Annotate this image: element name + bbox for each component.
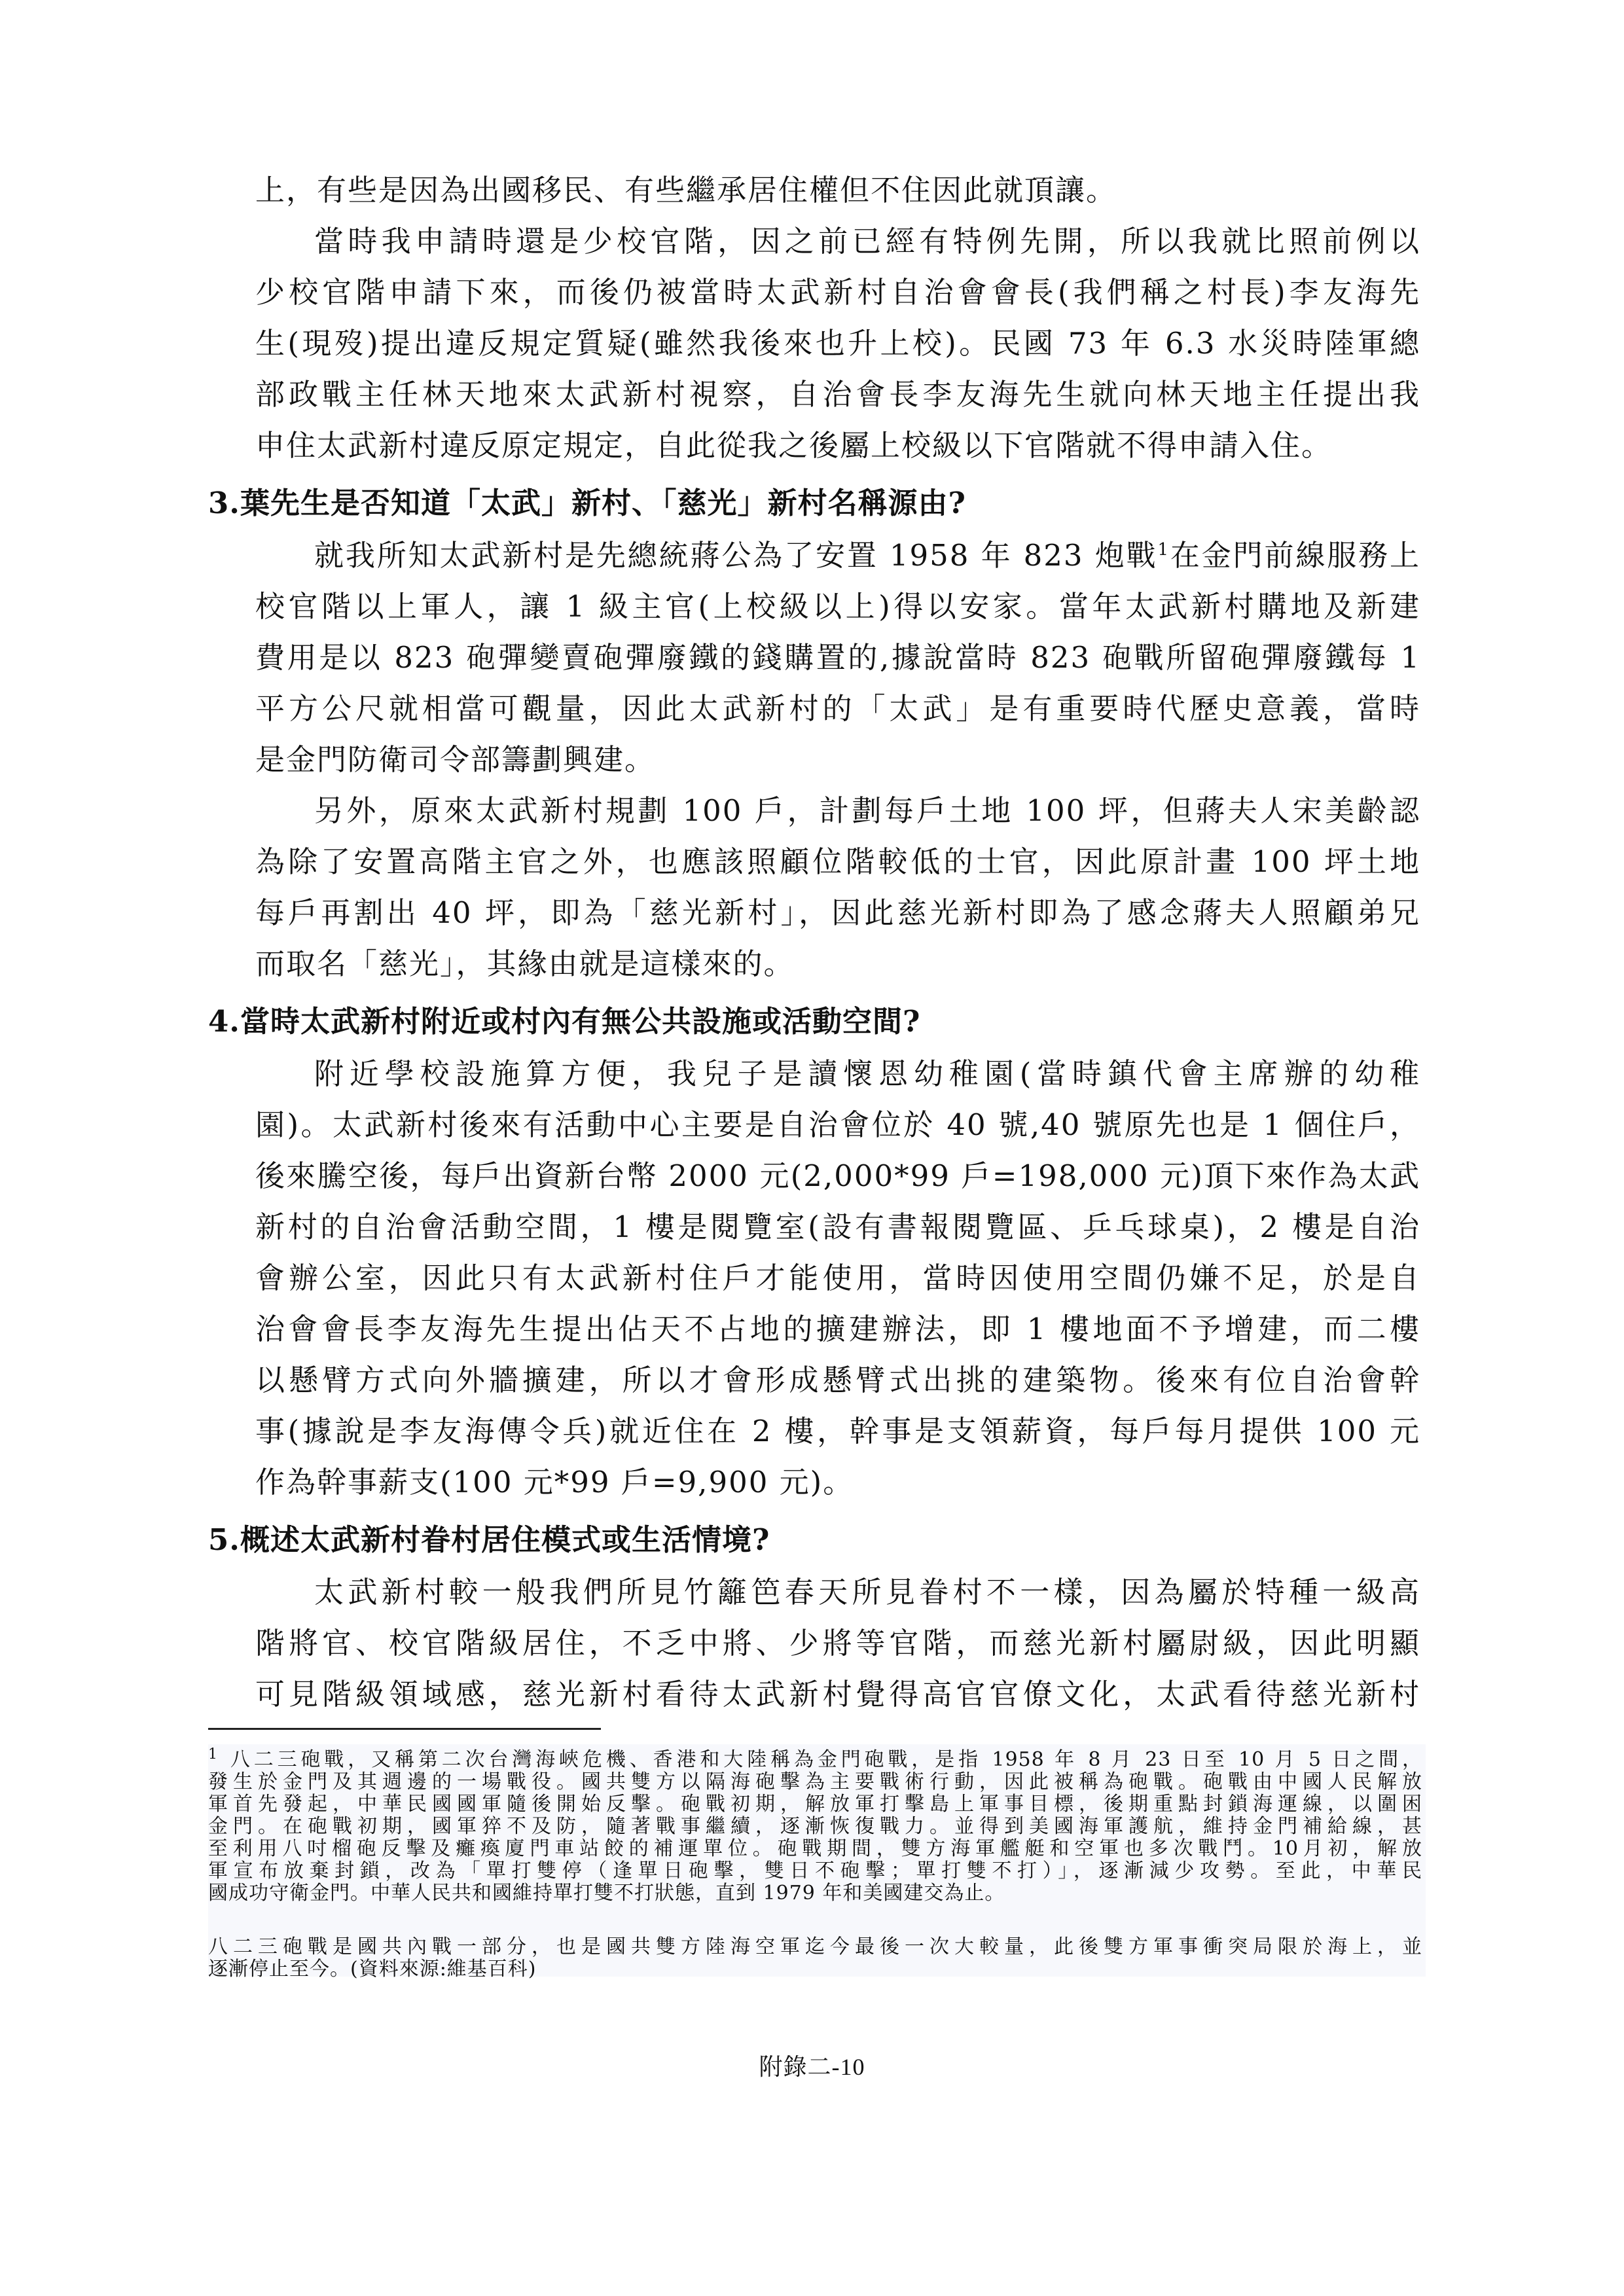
body-line: 另外，原來太武新村規劃 100 戶，計劃每戶土地 100 坪，但蔣夫人宋美齡認 — [314, 793, 1420, 828]
page-number: 附錄二-10 — [759, 2054, 865, 2080]
footnote-line: 金門。在砲戰初期，國軍猝不及防，隨著戰事繼續，逐漸恢復戰力。並得到美國海軍護航，維持金門補給線，甚 — [208, 1815, 1422, 1838]
footnote-line: 八二三砲戰是國共內戰一部分，也是國共雙方陸海空軍迄今最後一次大較量，此後雙方軍事衝突局限於海上，並 — [208, 1935, 1422, 1958]
body-text: 就我所知太武新村是先總統蔣公為了安置 1958 年 823 炮戰 — [314, 538, 1158, 573]
body-line: 當時我申請時還是少校官階，因之前已經有特例先開，所以我就比照前例以 — [314, 224, 1420, 259]
body-line: 而取名「慈光」，其緣由就是這樣來的。 — [255, 946, 795, 981]
body-text: 在金門前線服務上 — [1170, 538, 1420, 573]
section-heading-q5: 5.概述太武新村眷村居住模式或生活情境? — [208, 1522, 770, 1557]
section-heading-q4: 4.當時太武新村附近或村內有無公共設施或活動空間? — [208, 1004, 921, 1039]
body-line: 新村的自治會活動空間，1 樓是閱覽室(設有書報閱覽區、乒乓球桌)，2 樓是自治 — [255, 1210, 1420, 1244]
body-line: 事(據說是李友海傳令兵)就近住在 2 樓，幹事是支領薪資，每戶每月提供 100 元 — [255, 1414, 1420, 1448]
body-line: 可見階級領域感，慈光新村看待太武新村覺得高官官僚文化，太武看待慈光新村 — [255, 1677, 1420, 1712]
body-line: 平方公尺就相當可觀量，因此太武新村的「太武」是有重要時代歷史意義，當時 — [255, 691, 1420, 726]
body-line: 園)。太武新村後來有活動中心主要是自治會位於 40 號,40 號原先也是 1 個住戶， — [255, 1107, 1420, 1142]
section-heading-q3: 3.葉先生是否知道「太武」新村、「慈光」新村名稱源由? — [208, 486, 966, 520]
body-line: 後來騰空後，每戶出資新台幣 2000 元(2,000*99 戶=198,000 元)頂下來作為太武 — [255, 1158, 1420, 1193]
footnote-text: 八二三砲戰，又稱第二次台灣海峽危機、香港和大陸稱為金門砲戰，是指 1958 年 8 月 23 日至 10 月 5 日之間， — [227, 1748, 1422, 1771]
footnote-line: 軍宣布放棄封鎖，改為「單打雙停（逢單日砲擊，雙日不砲擊；單打雙不打）」，逐漸減少攻勢。至此，中華民 — [208, 1859, 1422, 1882]
body-line — [314, 530, 1420, 581]
body-line: 治會會長李友海先生提出佔天不占地的擴建辦法，即 1 樓地面不予增建，而二樓 — [255, 1312, 1420, 1346]
footnote-reference: 1 — [1157, 540, 1170, 560]
body-line: 少校官階申請下來，而後仍被當時太武新村自治會會長(我們稱之村長)李友海先 — [255, 275, 1420, 310]
body-line: 每戶再割出 40 坪，即為「慈光新村」，因此慈光新村即為了感念蔣夫人照顧弟兄 — [255, 895, 1420, 930]
body-line: 是金門防衛司令部籌劃興建。 — [255, 742, 656, 777]
body-line: 生(現歿)提出違反規定質疑(雖然我後來也升上校)。民國 73 年 6.3 水災時陸軍總 — [255, 326, 1420, 361]
footnote-separator — [208, 1728, 601, 1730]
body-line: 太武新村較一般我們所見竹籬笆春天所見眷村不一樣，因為屬於特種一級高 — [314, 1575, 1420, 1609]
body-line: 為除了安置高階主官之外，也應該照顧位階較低的士官，因此原計畫 100 坪土地 — [255, 844, 1420, 879]
body-line: 階將官、校官階級居住，不乏中將、少將等官階，而慈光新村屬尉級，因此明顯 — [255, 1626, 1420, 1660]
footnote-mark: 1 — [208, 1746, 218, 1763]
body-line: 會辦公室，因此只有太武新村住戶才能使用，當時因使用空間仍嫌不足，於是自 — [255, 1261, 1420, 1295]
body-line: 附近學校設施算方便，我兒子是讀懷恩幼稚園(當時鎮代會主席辦的幼稚 — [314, 1056, 1420, 1091]
footnote-line — [208, 1746, 1422, 1771]
footnote-line: 國成功守衛金門。中華人民共和國維持單打雙不打狀態，直到 1979 年和美國建交為止。 — [208, 1882, 1005, 1905]
footnote-line: 逐漸停止至今。(資料來源:維基百科) — [208, 1958, 537, 1981]
body-line: 部政戰主任林天地來太武新村視察，自治會長李友海先生就向林天地主任提出我 — [255, 377, 1420, 412]
footnote-line: 軍首先發起，中華民國國軍隨後開始反擊。砲戰初期，解放軍打擊島上軍事目標，後期重點封鎖海運線，以圍困 — [208, 1793, 1422, 1816]
body-line: 以懸臂方式向外牆擴建，所以才會形成懸臂式出挑的建築物。後來有位自治會幹 — [255, 1363, 1420, 1397]
footnote-line: 至利用八吋榴砲反擊及癱瘓廈門車站餃的補運單位。砲戰期間，雙方海軍艦艇和空軍也多次戰鬥。10月初，解放 — [208, 1837, 1422, 1860]
footnote-line: 發生於金門及其週邊的一場戰役。國共雙方以隔海砲擊為主要戰術行動，因此被稱為砲戰。砲戰由中國人民解放 — [208, 1770, 1422, 1793]
body-line: 申住太武新村違反原定規定，自此從我之後屬上校級以下官階就不得申請入住。 — [255, 428, 1333, 463]
body-line: 上，有些是因為出國移民、有些繼承居住權但不住因此就頂讓。 — [255, 173, 1117, 207]
body-line: 費用是以 823 砲彈變賣砲彈廢鐵的錢購置的,據說當時 823 砲戰所留砲彈廢鐵每 1 — [255, 640, 1420, 675]
body-line: 作為幹事薪支(100 元*99 戶=9,900 元)。 — [255, 1465, 854, 1499]
body-line: 校官階以上軍人，讓 1 級主官(上校級以上)得以安家。當年太武新村購地及新建 — [255, 589, 1420, 624]
